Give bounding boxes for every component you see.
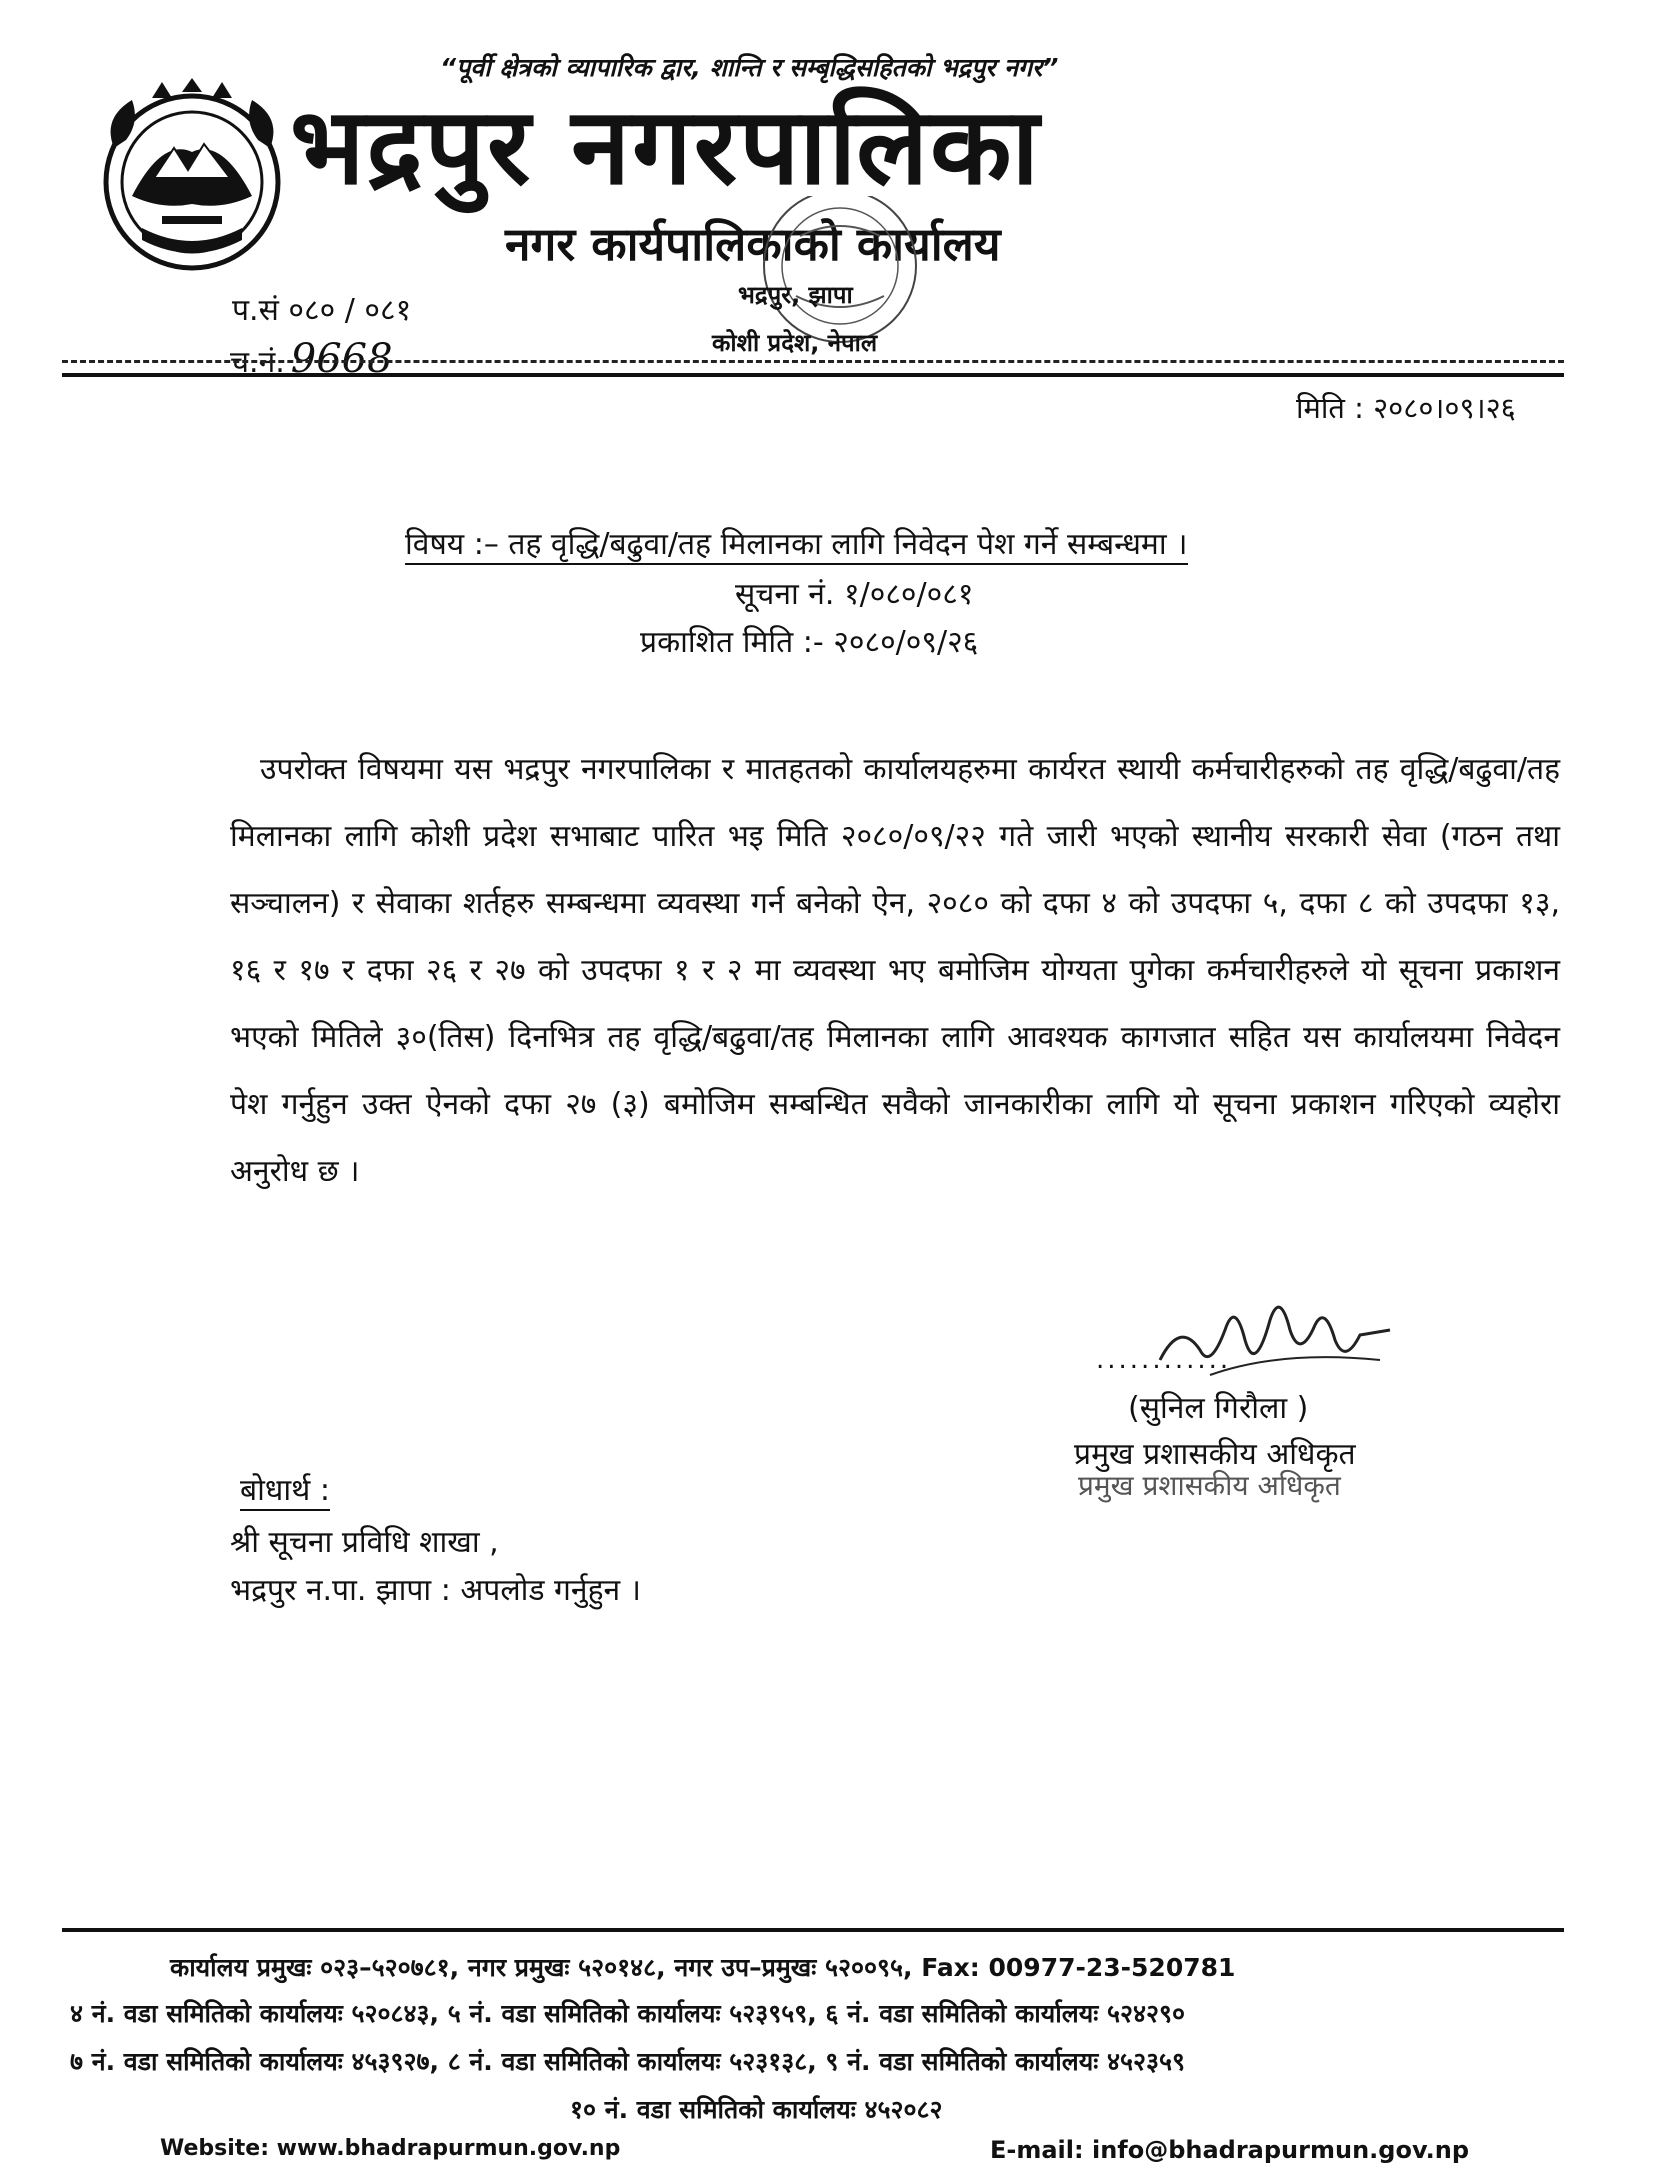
nepal-emblem-logo	[92, 78, 292, 274]
cc-label: बोधार्थ :	[240, 1468, 330, 1511]
signatory-title: प्रमुख प्रशासकीय अधिकृत	[1074, 1437, 1356, 1472]
org-name: भद्रपुर नगरपालिका	[290, 85, 1041, 208]
office-name: नगर कार्यपालिकाको कार्यालय	[505, 217, 1001, 271]
footer-contacts-line3: ७ नं. वडा समितिको कार्यालयः ४५३९२७, ८ नं. वडा समितिको कार्यालयः ५२३१३८, ९ नं. वडा समितिको कार्यालयः ४५२३५९	[70, 2047, 1185, 2076]
footer-website[interactable]: Website: www.bhadrapurmun.gov.np	[160, 2136, 621, 2161]
letter-subject: विषय :– तह वृद्धि/बढुवा/तह मिलानका लागि निवेदन पेश गर्ने सम्बन्धमा ।	[405, 522, 1188, 565]
footer-contacts-line4: १० नं. वडा समितिको कार्यालयः ४५२०८२	[570, 2095, 943, 2124]
office-place-line1: भद्रपुर, झापा	[738, 281, 853, 309]
cc-line1: श्री सूचना प्रविधि शाखा ,	[230, 1525, 499, 1560]
footer-divider	[62, 1928, 1564, 1932]
header-divider	[62, 373, 1564, 377]
signatory-title-stamp: प्रमुख प्रशासकीय अधिकृत	[1078, 1469, 1341, 1502]
notice-number: सूचना नं. १/०८०/०८१	[735, 577, 974, 612]
signature-dots: ............	[1096, 1345, 1232, 1375]
signatory-name: (सुनिल गिरौला )	[1128, 1391, 1309, 1426]
published-date: प्रकाशित मिति :- २०८०/०९/२६	[640, 625, 979, 660]
dispatch-number: 9668	[290, 336, 393, 382]
cc-line2: भद्रपुर न.पा. झापा : अपलोड गर्नुहुन ।	[230, 1573, 642, 1608]
header-tagline: “पूर्वी क्षेत्रको व्यापारिक द्वार, शान्ति र सम्बृद्धिसहितको भद्रपुर नगर”	[440, 53, 1059, 82]
fiscal-year-ref: प.सं ०८० / ०८१	[232, 293, 412, 328]
footer-email[interactable]: E-mail: info@bhadrapurmun.gov.np	[990, 2136, 1470, 2164]
letter-body: उपरोक्त विषयमा यस भद्रपुर नगरपालिका र मातहतको कार्यालयहरुमा कार्यरत स्थायी कर्मचारीहरुको तह वृद्धि/बढुवा/तह मिलानका लागि कोशी प्रदेश सभाबाट पारित भइ मिति २०८०/०९/२२ गते जारी भएको स्थानीय सरकारी सेवा (गठन तथा सञ्चालन) र सेवाका शर्तहरु सम्बन्धमा व्यवस्था गर्न बनेको ऐन, २०८० को दफा ४ को उपदफा ५, दफा ८ को उपदफा १३, १६ र १७ र दफा २६ र २७ को उपदफा १ र २ मा व्यवस्था भए बमोजिम योग्यता पुगेका कर्मचारीहरुले यो सूचना प्रकाशन भएको मितिले ३०(तिस) दिनभित्र तह वृद्धि/बढुवा/तह मिलानका लागि आवश्यक कागजात सहित यस कार्यालयमा निवेदन पेश गर्नुहुन उक्त ऐनको दफा २७ (३) बमोजिम सम्बन्धित सवैको जानकारीका लागि यो सूचना प्रकाशन गरिएको व्यहोरा अनुरोध छ ।	[230, 752, 1560, 1189]
dispatch-label: च.नं.	[230, 345, 285, 380]
footer-contacts-line1: कार्यालय प्रमुखः ०२३–५२०७८१, नगर प्रमुखः ५२०१४८, नगर उप–प्रमुखः ५२००९५, Fax: 00977-23-520781	[170, 1953, 1236, 1982]
footer-contacts-line2: ४ नं. वडा समितिको कार्यालयः ५२०८४३, ५ नं. वडा समितिको कार्यालयः ५२३९५९, ६ नं. वडा समितिको कार्यालयः ५२४२९०	[70, 1999, 1185, 2028]
office-place-line2: कोशी प्रदेश, नेपाल	[712, 329, 878, 357]
letter-date: मिति : २०८०।०९।२६	[1296, 391, 1516, 425]
